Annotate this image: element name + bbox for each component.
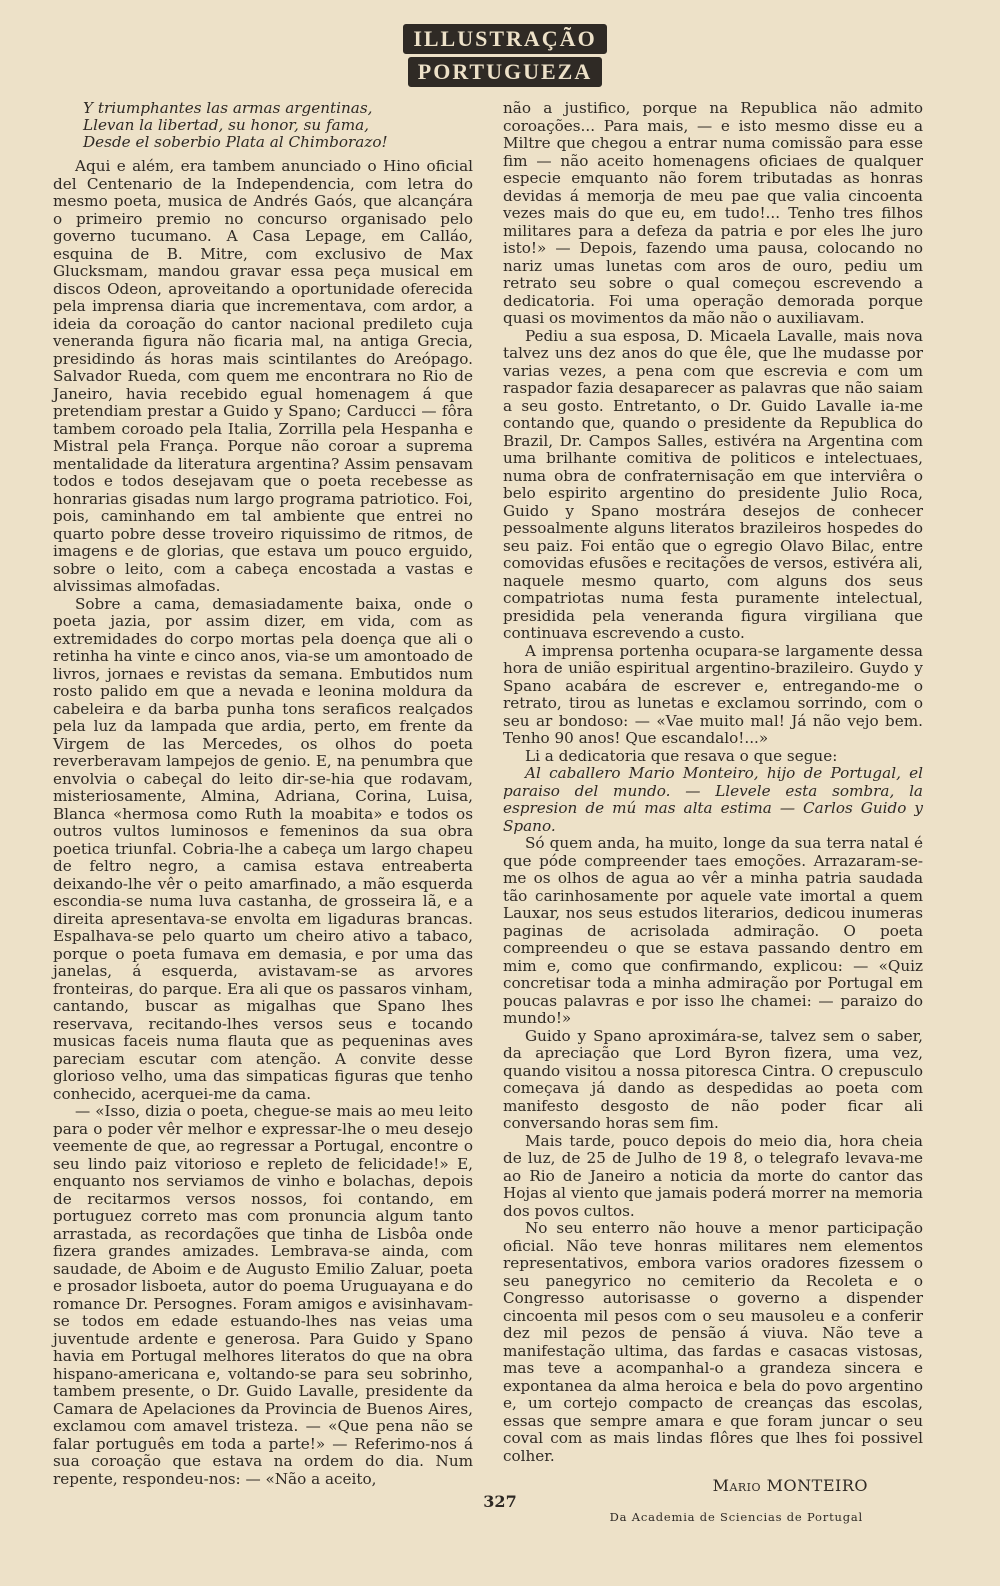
paragraph: Pediu a sua esposa, D. Micaela Lavalle, mais nova talvez uns dez anos do que êle, que lhe mudasse por varias vezes, a pena com que escrevia e com um raspador fazia desaparecer as palavras que não saiam a seu gosto. Entretanto, o Dr. Guido Lavalle ia-me contando que, quando o presidente da Republica do Brazil, Dr. Campos Salles, estivéra na Argentina com uma brilhante comitiva de politicos e intelectuaes, numa obra de confraternisação em que interviêra o belo espirito argentino do presidente Julio Roca, Guido y Spano mostrára desejos de conhecer pessoalmente alguns literatos brazileiros hospedes do seu paiz. Foi então que o egregio Olavo Bilac, entre comovidas efusões e recitações de versos, estivéra ali, naquele mesmo quarto, com alguns dos seus compatriotas numa festa puramente intelectual, presidida pela veneranda figura virgiliana que continuava escrevendo a custo. <box>503 326 923 642</box>
author-signature <box>503 1477 923 1495</box>
verse-line: Y triumphantes las armas argentinas, <box>83 99 373 117</box>
paragraph: No seu enterro não houve a menor participação oficial. Não teve honras militares nem elementos representativos, embora varios oradores fizessem o seu panegyrico no cemiterio da Recoleta e o Congresso autorisasse o governo a dispender cincoenta mil pesos com o seu mausoleu e a conferir dez mil pezos de pensão á viuva. Não teve a manifestação ultima, das fardas e casacas vistosas, mas teve a acompanhal-o a grandeza sincera e expontanea da alma heroica e bela do povo argentino e, um cortejo compacto de creanças das escolas, essas que sempre amara e que foram juncar o seu coval com as mais lindas flôres que lhes foi possivel colher. <box>503 1219 923 1465</box>
paragraph: — «Isso, dizia o poeta, chegue-se mais ao meu leito para o poder vêr melhor e expressar-lhe o meu desejo veemente de que, ao regressar a Portugal, encontre o seu lindo paiz vitorioso e repleto de felicidade!» E, enquanto nos serviamos de vinho e bolachas, depois de recitarmos versos nossos, foi contando, em portuguez correto mas com pronuncia algum tanto arrastada, as recordações que tinha de Lisbôa onde fizera grandes amizades. Lembrava-se ainda, com saudade, de Aboim e de Augusto Emilio Zaluar, poeta e prosador lisboeta, autor do poema Uruguayana e do romance Dr. Persognes. Foram amigos e avisinhavam-se todos em edade estuando-lhes nas veias uma juventude ardente e generosa. Para Guido y Spano havia em Portugal melhores literatos do que na obra hispano-americana e, voltando-se para seu sobrinho, tambem presente, o Dr. Guido Lavalle, presidente da Camara de Apelaciones da Provincia de Buenos Aires, exclamou com amavel tristeza. — «Que pena não se falar português em toda a parte!» — Referimo-nos á sua coroação que estava na ordem do dia. Num repente, respondeu-nos: — «Não a aceito, <box>53 1102 473 1488</box>
paragraph: A imprensa portenha ocupara-se largamente dessa hora de união espiritual argentino-brazileiro. Guydo y Spano acabára de escrever e, entregando-me o retrato, tirou as lunetas e exclamou sorrindo, com o seu ar bondoso: — «Vae muito mal! Já não vejo bem. Tenho 90 anos! Que escandalo!...» <box>503 641 923 747</box>
paragraph: Li a dedicatoria que resava o que segue: <box>525 746 838 765</box>
paragraph: Sobre a cama, demasiadamente baixa, onde o poeta jazia, por assim dizer, em vida, com as extremidades do corpo mortas pela doença que ali o retinha ha vinte e cinco anos, via-se um amontoado de livros, jornaes e revistas da semana. Embutidos num rosto palido em que a nevada e leonina moldura da cabeleira e da barba punha tons seraficos realçados pela luz da lampada que ardia, perto, em frente da Virgem de las Mercedes, os olhos do poeta reverberavam lampejos de genio. E, na penumbra que envolvia o cabeçal do leito dir-se-hia que rodavam, misteriosamente, Almina, Adriana, Corina, Luisa, Blanca «hermosa como Ruth la moabita» e todos os outros vultos luminosos e femeninos da sua obra poetica triunfal. Cobria-lhe a cabeça um largo chapeu de feltro negro, a camisa estava entreaberta deixando-lhe vêr o peito amarfinado, a mão esquerda escondia-se numa luva castanha, de grosseira lã, e a direita apresentava-se envolta em ligaduras brancas. Espalhava-se pelo quarto um cheiro ativo a tabaco, porque o poeta fumava em demasia, e por uma das janelas, á esquerda, avistavam-se as arvores fronteiras, do parque. Era ali que os passaros vinham, cantando, buscar as migalhas que Spano lhes reservava, recitando-lhes versos seus e tocando musicas faceis numa flauta que as pequeninas aves pareciam escutar com atenção. A convite desse glorioso velho, uma das simpaticas figuras que tenho conhecido, acerquei-me da cama. <box>53 594 473 1103</box>
masthead-logo <box>405 22 605 88</box>
author-last-name: MONTEIRO <box>766 1476 868 1495</box>
paragraph: Mais tarde, pouco depois do meio dia, hora cheia de luz, de 25 de Julho de 19 8, o telegrafo levava-me ao Rio de Janeiro a noticia da morte do cantor das Hojas al viento que jamais poderá morrer na memoria dos povos cultos. <box>503 1131 923 1220</box>
page-number: 327 <box>483 1492 517 1511</box>
paragraph: Guido y Spano aproximára-se, talvez sem o saber, da apreciação que Lord Byron fizera, uma vez, quando visitou a nossa pitoresca Cintra. O crepusculo começava já dando as despedidas ao poeta com manifesto desgosto de não poder ficar ali conversando horas sem fim. <box>503 1026 923 1132</box>
opening-verse <box>83 100 473 151</box>
verse-line: Llevan la libertad, su honor, su fama, <box>83 116 369 134</box>
dedication-quote: Al caballero Mario Monteiro, hijo de Portugal, el paraiso del mundo. — Llevele esta sombra, la espresion de mú mas alta estima — Carlos Guido y Spano. <box>503 764 923 835</box>
verse-line: Desde el soberbio Plata al Chimborazo! <box>83 133 388 151</box>
right-column <box>503 100 923 1526</box>
masthead-line-2: PORTUGUEZA <box>408 57 602 87</box>
author-first-name: Mario <box>712 1476 762 1495</box>
paragraph: não a justifico, porque na Republica não admito coroações... Para mais, — e isto mesmo disse eu a Miltre que chegou a entrar numa comissão para esse fim — não aceito homenagens oficiaes de qualquer especie emquanto não forem tributadas as honras devidas á memorja de meu pae que valia cincoenta vezes mais do que eu, em tudo!... Tenho tres filhos militares para a defeza da patria e por eles lhe juro isto!» — Depois, fazendo uma pausa, colocando no nariz umas lunetas com aros de ouro, pediu um retrato seu sobre o qual começou escrevendo a dedicatoria. Foi uma operação demorada porque quasi os movimentos da mão não o auxiliavam. <box>503 99 923 327</box>
author-affiliation: Da Academia de Sciencias de Portugal <box>609 1509 863 1524</box>
paragraph: Aqui e além, era tambem anunciado o Hino oficial del Centenario de la Independencia, com letra do mesmo poeta, musica de Andrés Gaós, que alcançára o primeiro premio no concurso organisado pelo governo tucumano. A Casa Lepage, em Calláo, esquina de B. Mitre, com exclusivo de Max Glucksmam, mandou gravar essa peça musical em discos Odeon, aproveitando a oportunidade oferecida pela imprensa diaria que incrementava, com ardor, a ideia da coroação do cantor nacional predileto cuja veneranda figura não ficaria mal, na antiga Grecia, presidindo ás horas mais scintilantes do Areópago. Salvador Rueda, com quem me encontrara no Rio de Janeiro, havia recebido egual homenagem á que pretendiam prestar a Guido y Spano; Carducci — fôra tambem coroado pela Italia, Zorrilla pela Hespanha e Mistral pela França. Porque não coroar a suprema mentalidade da literatura argentina? Assim pensavam todos e todos desejavam que o poeta recebesse as honrarias gisadas num largo programa patriotico. Foi, pois, caminhando em tal ambiente que entrei no quarto pobre desse troveiro riquissimo de ritmos, de imagens e de glorias, que estava um pouco erguido, sobre o leito, com a cabeça encostada a vastas e alvissimas almofadas. <box>53 157 473 595</box>
masthead-line-1: ILLUSTRAÇÃO <box>403 24 606 54</box>
paragraph: Só quem anda, ha muito, longe da sua terra natal é que póde compreender taes emoções. Arrazaram-se-me os olhos de agua ao vêr a minha patria saudada tão carinhosamente por aquele vate imortal a quem Lauxar, nos seus estudos literarios, dedicou inumeras paginas de acrisolada admiração. O poeta compreendeu o que se estava passando dentro em mim e, como que confirmando, explicou: — «Quiz concretisar toda a minha admiração por Portugal em poucas palavras e por isso lhe chamei: — paraizo do mundo!» <box>503 834 923 1027</box>
left-column <box>53 100 473 1488</box>
